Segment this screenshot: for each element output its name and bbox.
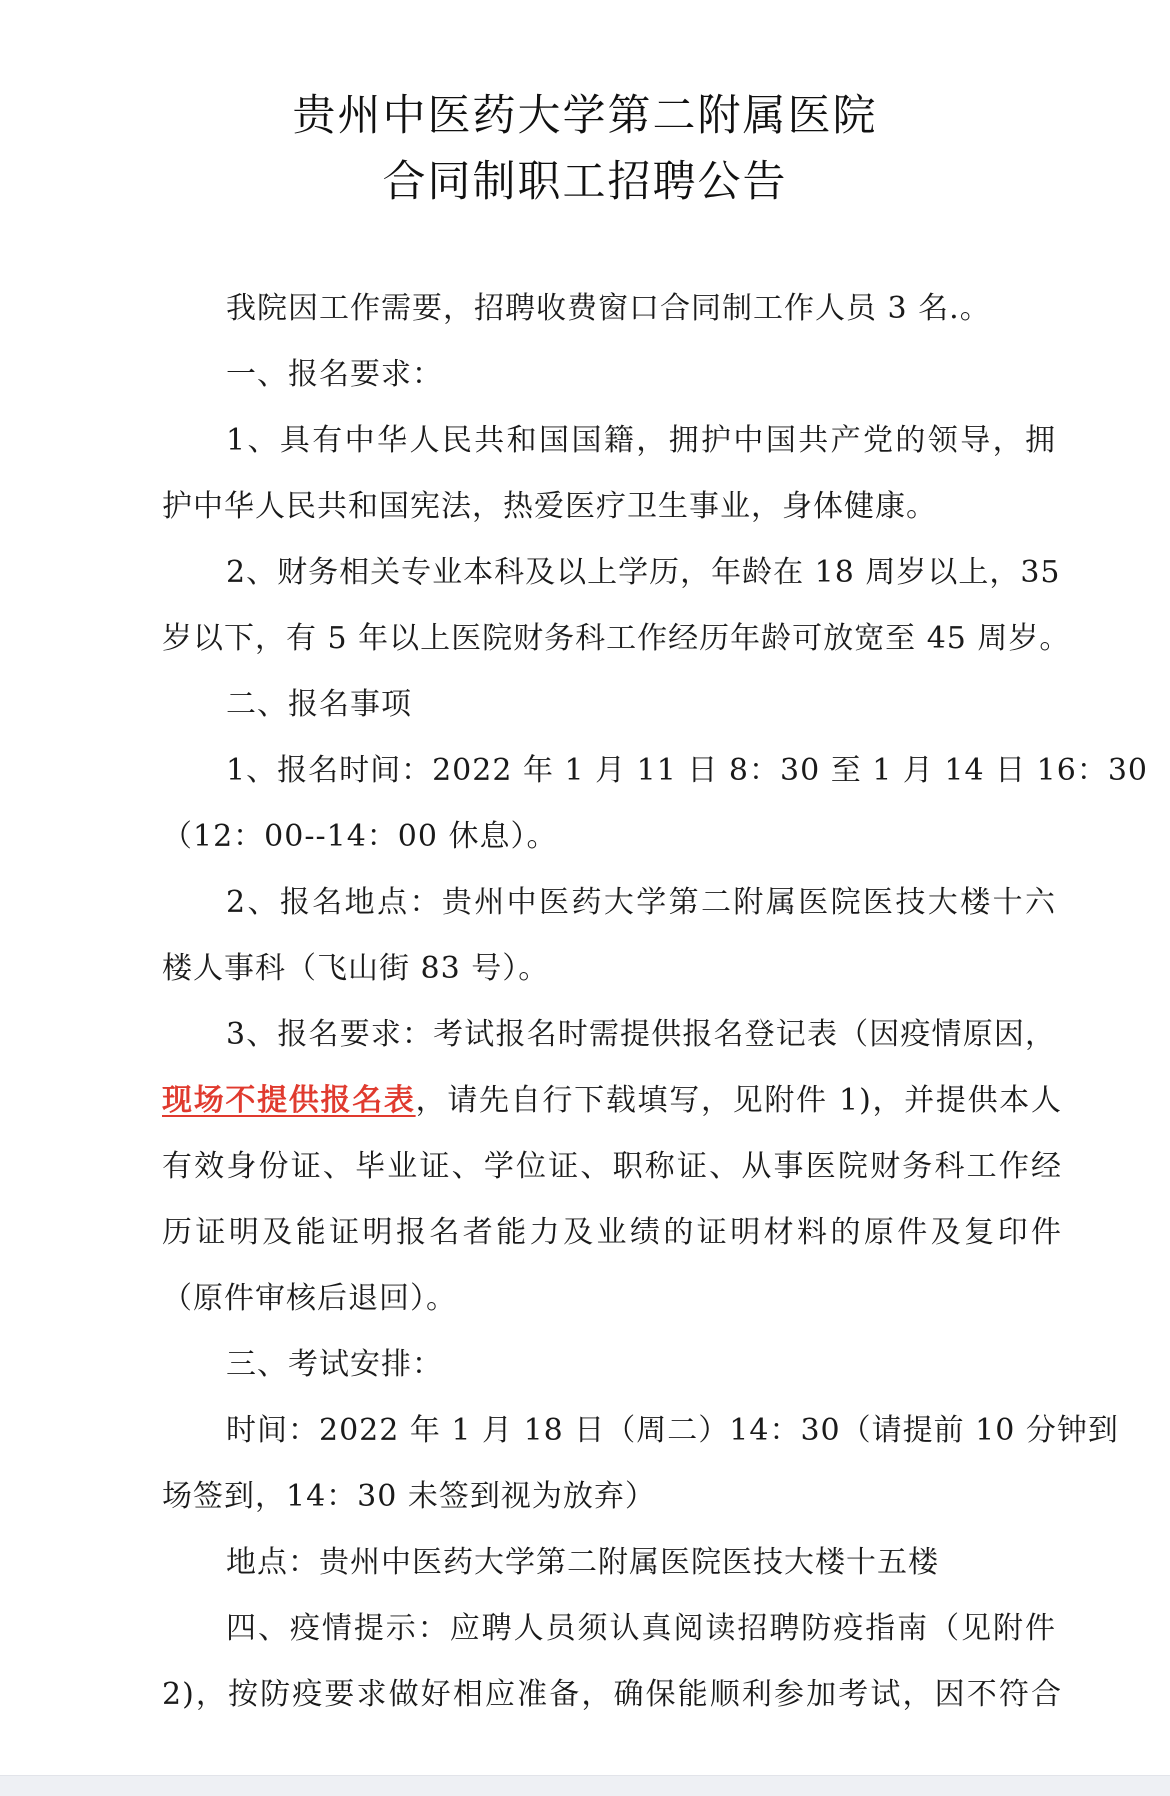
s2-item1-line2: （12：00--14：00 休息）。	[162, 819, 558, 854]
bottom-bar	[0, 1775, 1170, 1796]
s2-item3-line1: 3、报名要求：考试报名时需提供报名登记表（因疫情原因，	[226, 1017, 1056, 1052]
s1-item1-line1: 1、具有中华人民共和国国籍，拥护中国共产党的领导，拥	[226, 423, 1056, 458]
s3-time-line1: 时间：2022 年 1 月 18 日（周二）14：30（请提前 10 分钟到	[226, 1413, 1119, 1448]
s2-item2-line1: 2、报名地点：贵州中医药大学第二附属医院医技大楼十六	[226, 885, 1056, 920]
document-title-line1: 贵州中医药大学第二附属医院	[292, 91, 878, 141]
s2-item1-line1: 1、报名时间：2022 年 1 月 11 日 8：30 至 1 月 14 日 16：30	[226, 753, 1148, 788]
s3-place: 地点：贵州中医药大学第二附属医院医技大楼十五楼	[226, 1545, 939, 1580]
s2-item3-line4: 历证明及能证明报名者能力及业绩的证明材料的原件及复印件	[162, 1215, 1062, 1250]
s3-time-line2: 场签到，14：30 未签到视为放弃）	[162, 1479, 656, 1514]
s2-item3-line5: （原件审核后退回）。	[162, 1281, 457, 1316]
highlight-no-form-onsite: 现场不提供报名表	[162, 1083, 416, 1118]
s2-item3-line3: 有效身份证、毕业证、学位证、职称证、从事医院财务科工作经	[162, 1149, 1062, 1184]
s2-item2-line2: 楼人事科（飞山街 83 号）。	[162, 951, 550, 986]
s1-item1-line2: 护中华人民共和国宪法，热爱医疗卫生事业，身体健康。	[162, 489, 937, 524]
section-3-heading: 三、考试安排：	[226, 1347, 443, 1382]
intro-paragraph: 我院因工作需要，招聘收费窗口合同制工作人员 3 名.。	[226, 291, 991, 326]
s2-item3-line2-rest: ，请先自行下载填写，见附件 1)，并提供本人	[415, 1083, 1063, 1118]
s2-item3-line2	[162, 1081, 1062, 1121]
section-2-heading: 二、报名事项	[226, 687, 412, 722]
s4-line1: 四、疫情提示：应聘人员须认真阅读招聘防疫指南（见附件	[226, 1611, 1056, 1646]
section-1-heading: 一、报名要求：	[226, 357, 443, 392]
s1-item2-line2: 岁以下，有 5 年以上医院财务科工作经历年龄可放宽至 45 周岁。	[162, 621, 1071, 656]
s1-item2-line1: 2、财务相关专业本科及以上学历，年龄在 18 周岁以上，35	[226, 555, 1061, 590]
s4-line2: 2)，按防疫要求做好相应准备，确保能顺利参加考试，因不符合	[162, 1677, 1062, 1712]
document-title-line2: 合同制职工招聘公告	[382, 157, 788, 207]
